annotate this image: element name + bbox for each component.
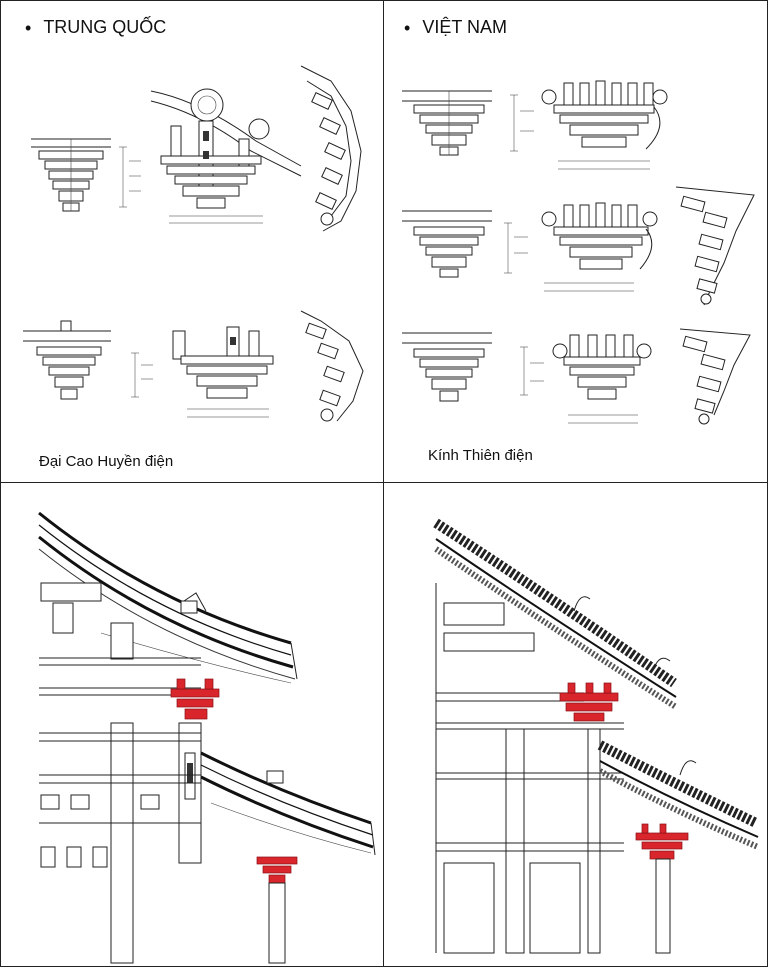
vietnam-highlight-bracket-2 — [636, 824, 688, 859]
heading-text-vietnam: VIỆT NAM — [422, 17, 507, 37]
china-bracket-perspective-2 — [301, 311, 363, 421]
vietnam-bracket-elevation-2 — [402, 211, 492, 277]
china-bracket-elevation-2 — [23, 321, 111, 399]
china-bracket-perspective-1 — [301, 66, 361, 231]
caption-china: Đại Cao Huyền điện — [39, 453, 174, 470]
vietnam-bracket-elevation-3 — [402, 333, 492, 401]
vietnam-highlight-bracket-1 — [560, 683, 618, 721]
china-eave-drawing — [1, 483, 384, 966]
bullet-dot-icon: • — [404, 17, 411, 38]
panel-vietnam-eave — [383, 482, 768, 967]
china-highlight-bracket-2 — [257, 857, 297, 883]
vietnam-dimension-2 — [504, 223, 528, 273]
china-bracket-section-1 — [151, 89, 301, 223]
vietnam-bracket-perspective-2 — [680, 329, 750, 424]
panel-china-drawings — [0, 0, 385, 484]
vietnam-bracket-section-1 — [542, 81, 667, 169]
china-highlight-bracket-1 — [171, 679, 219, 719]
china-column-structure — [39, 723, 201, 963]
vietnam-bracket-elevation-1 — [402, 91, 492, 155]
china-bracket-section-2 — [173, 327, 273, 417]
vietnam-lower-roof — [600, 745, 758, 847]
vietnam-eave-drawing — [384, 483, 767, 966]
caption-vietnam: Kính Thiên điện — [428, 447, 533, 464]
vietnam-bracket-section-2 — [542, 203, 657, 291]
panel-china-eave — [0, 482, 385, 967]
china-bracket-drawings — [1, 1, 384, 483]
china-dimension-2 — [131, 353, 153, 397]
china-lower-roof — [201, 753, 375, 855]
vietnam-bracket-drawings — [384, 1, 767, 483]
bullet-dot-icon: • — [25, 17, 32, 38]
vietnam-dimension-1 — [510, 95, 534, 151]
vietnam-bracket-perspective-1 — [676, 187, 754, 305]
vietnam-dimension-3 — [520, 347, 544, 395]
vietnam-bracket-section-3 — [553, 335, 651, 423]
vietnam-column-structure — [436, 729, 624, 953]
china-dimension-1 — [119, 147, 141, 207]
heading-text-china: TRUNG QUỐC — [43, 17, 167, 37]
china-lower-bracket-row — [41, 795, 159, 867]
china-bracket-elevation-1 — [31, 139, 111, 211]
panel-vietnam-drawings — [383, 0, 768, 484]
